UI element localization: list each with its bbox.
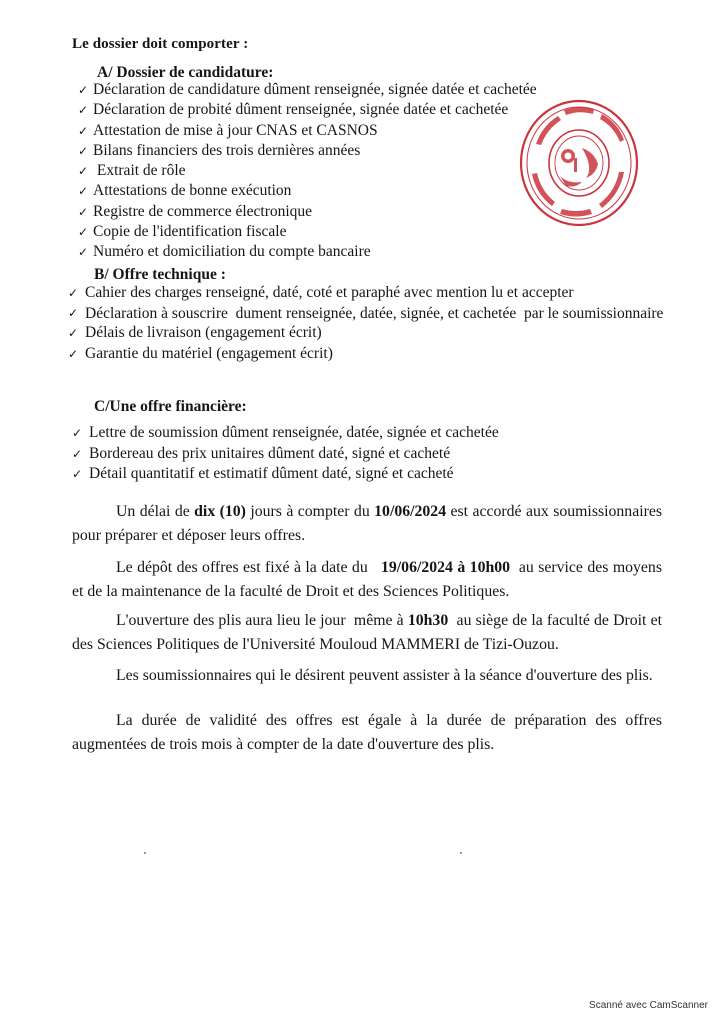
section-c-list <box>72 423 499 485</box>
check-icon: ✓ <box>78 103 89 118</box>
list-item: ✓ Copie de l'identification fiscale <box>78 222 537 242</box>
paragraph-attendance: Les soumissionnaires qui le désirent peuvent assister à la séance d'ouverture des plis. <box>116 667 653 684</box>
list-item: ✓ Détail quantitatif et estimatif dûment daté, signé et cacheté <box>72 464 499 485</box>
list-item: ✓ Déclaration à souscrire dument renseignée, datée, signée, et cachetée par le soumissionnaire <box>68 304 664 322</box>
list-item: ✓ Extrait de rôle <box>78 161 537 181</box>
section-a-list <box>78 80 537 263</box>
list-item: ✓ Garantie du matériel (engagement écrit) <box>68 344 668 365</box>
check-icon: ✓ <box>68 346 79 361</box>
page-heading: Le dossier doit comporter : <box>72 36 249 52</box>
list-item: ✓ Bordereau des prix unitaires dûment daté, signé et cacheté <box>72 444 499 465</box>
paragraph-opening: L'ouverture des plis aura lieu le jour même à 10h30 au siège de la faculté de Droit et des Sciences Politiques de l'Université Mouloud MAMMERI de Tizi-Ouzou. <box>72 612 666 653</box>
check-icon: ✓ <box>78 83 89 97</box>
section-c-title: C/Une offre financière: <box>94 398 247 415</box>
check-icon: ✓ <box>78 143 89 158</box>
check-icon: ✓ <box>78 123 89 138</box>
list-item: ✓ Délais de livraison (engagement écrit) <box>68 323 668 344</box>
scan-speck <box>144 852 146 854</box>
check-icon: ✓ <box>72 446 83 461</box>
section-a-title: A/ Dossier de candidature: <box>97 64 274 81</box>
official-stamp-icon <box>516 92 646 234</box>
check-icon: ✓ <box>72 467 83 481</box>
list-item: ✓ Cahier des charges renseigné, daté, coté et paraphé avec mention lu et accepter <box>68 283 668 304</box>
check-icon: ✓ <box>78 225 89 240</box>
list-item: ✓ Attestation de mise à jour CNAS et CASNOS <box>78 121 537 141</box>
check-icon: ✓ <box>78 184 89 199</box>
section-b-title: B/ Offre technique : <box>94 266 226 283</box>
scanner-watermark: Scanné avec CamScanner <box>589 1000 708 1011</box>
scan-speck <box>460 852 462 854</box>
check-icon: ✓ <box>68 326 79 340</box>
check-icon: ✓ <box>68 286 79 300</box>
check-icon: ✓ <box>68 305 79 320</box>
section-b-list <box>68 283 668 364</box>
check-icon: ✓ <box>78 164 89 179</box>
list-item: ✓ Déclaration de candidature dûment renseignée, signée datée et cachetée <box>78 80 537 100</box>
list-item: ✓ Attestations de bonne exécution <box>78 181 537 201</box>
paragraph-validity: La durée de validité des offres est égale à la durée de préparation des offres augmentées de trois mois à compter de la date d'ouverture des plis. <box>72 712 662 753</box>
list-item: ✓ Bilans financiers des trois dernières années <box>78 141 537 161</box>
paragraph-delay: Un délai de dix (10) jours à compter du 10/06/2024 est accordé aux soumissionnaires pour préparer et déposer leurs offres. <box>72 503 663 544</box>
check-icon: ✓ <box>72 426 83 440</box>
list-item: ✓ Déclaration de probité dûment renseignée, signée datée et cachetée <box>78 100 537 120</box>
paragraph-deposit: Le dépôt des offres est fixé à la date du 19/06/2024 à 10h00 au service des moyens et de la maintenance de la faculté de Droit et des Sciences Politiques. <box>72 559 666 600</box>
list-item: ✓ Registre de commerce électronique <box>78 202 537 222</box>
check-icon: ✓ <box>78 245 89 260</box>
list-item: ✓ Lettre de soumission dûment renseignée, datée, signée et cachetée <box>72 423 499 444</box>
check-icon: ✓ <box>78 204 89 219</box>
list-item: ✓ Numéro et domiciliation du compte bancaire <box>78 242 537 262</box>
